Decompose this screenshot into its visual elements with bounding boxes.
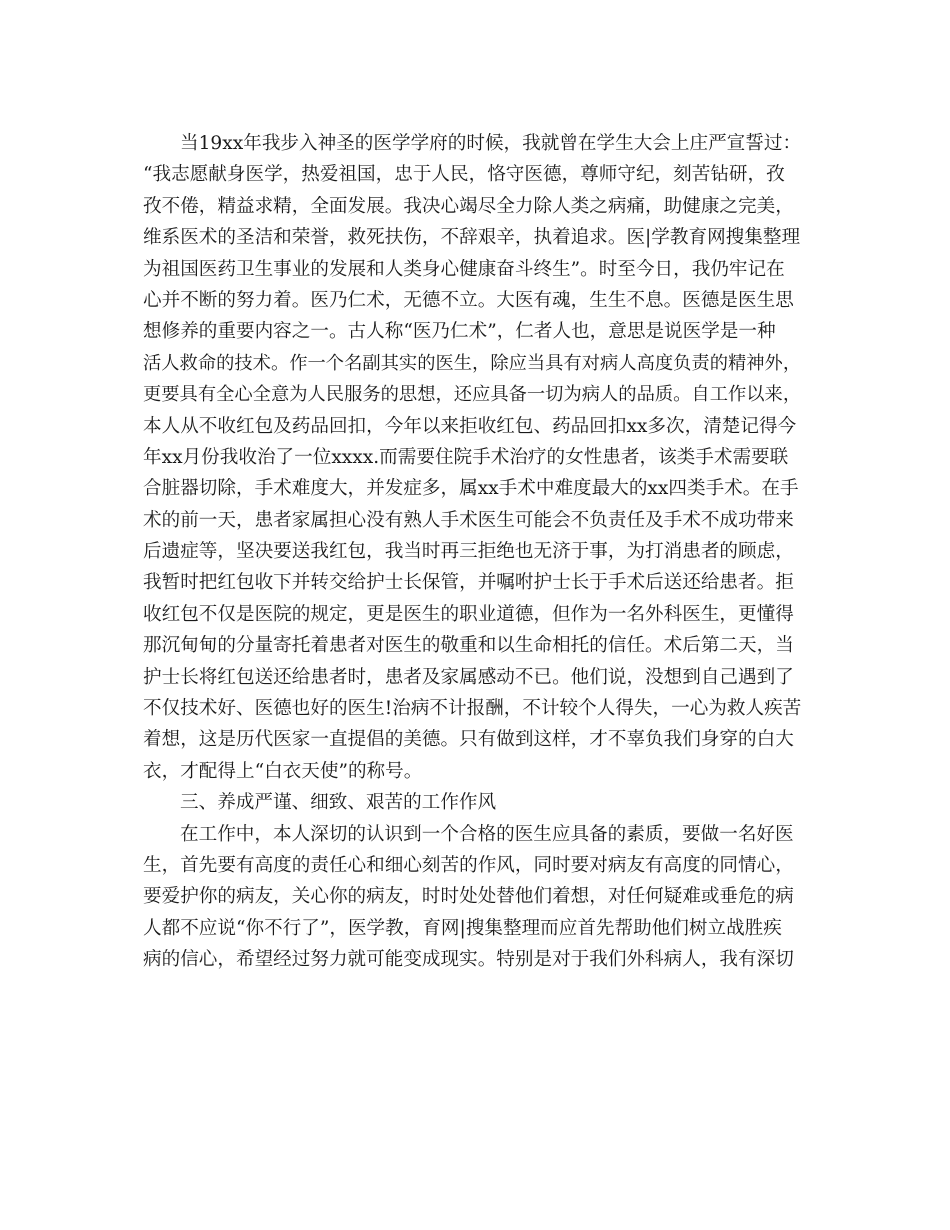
text-line: 护士长将红包送还给患者时，患者及家属感动不已。他们说，没想到自己遇到了	[143, 666, 794, 688]
text-line: 合脏器切除，手术难度大，并发症多，属xx手术中难度最大的xx四类手术。在手	[143, 478, 799, 500]
text-line: 为祖国医药卫生事业的发展和人类身心健康奋斗终生”。时至今日，我仍牢记在	[143, 258, 785, 280]
text-line: 活人救命的技术。作一个名副其实的医生，除应当具有对病人高度负责的精神外，	[143, 352, 802, 374]
text-line: “我志愿献身医学，热爱祖国，忠于人民，恪守医德，尊师守纪，刻苦钻研，孜	[143, 164, 785, 186]
text-line: 我暂时把红包收下并转交给护士长保管，并嘱咐护士长于手术后送还给患者。拒	[143, 572, 794, 594]
text-line: 那沉甸甸的分量寄托着患者对医生的敬重和以生命相托的信任。术后第二天，当	[143, 635, 794, 657]
text-line: 病的信心，希望经过努力就可能变成现实。特别是对于我们外科病人，我有深切	[143, 949, 794, 971]
text-line: 在工作中，本人深切的认识到一个合格的医生应具备的素质，要做一名好医	[180, 823, 794, 845]
document-body	[143, 128, 807, 976]
text-line: 着想，这是历代医家一直提倡的美德。只有做到这样，才不辜负我们身穿的白大	[143, 729, 794, 751]
text-line: 收红包不仅是医院的规定，更是医生的职业道德，但作为一名外科医生，更懂得	[143, 603, 794, 625]
text-line: 人都不应说“你不行了”，医学教，育网|搜集整理而应首先帮助他们树立战胜疾	[143, 917, 782, 939]
text-line: 想修养的重要内容之一。古人称“医乃仁术”，仁者人也，意思是说医学是一种	[143, 321, 776, 343]
text-line: 后遗症等，坚决要送我红包，我当时再三拒绝也无济于事，为打消患者的顾虑，	[143, 541, 794, 563]
text-line: 衣，才配得上“白衣天使”的称号。	[143, 760, 423, 782]
text-line: 维系医术的圣洁和荣誉，救死扶伤，不辞艰辛，执着追求。医|学教育网搜集整理	[143, 227, 801, 249]
text-line: 孜不倦，精益求精，全面发展。我决心竭尽全力除人类之病痛，助健康之完美，	[143, 195, 794, 217]
text-line: 要爱护你的病友，关心你的病友，时时处处替他们着想，对任何疑难或垂危的病	[143, 886, 794, 908]
text-line: 不仅技术好、医德也好的医生!治病不计报酬，不计较个人得失，一心为救人疾苦	[143, 698, 802, 720]
text-line: 心并不断的努力着。医乃仁术，无德不立。大医有魂，生生不息。医德是医生思	[143, 289, 794, 311]
text-line: 本人从不收红包及药品回扣，今年以来拒收红包、药品回扣xx多次，清楚记得今	[143, 415, 797, 437]
text-line: 更要具有全心全意为人民服务的思想，还应具备一切为病人的品质。自工作以来，	[143, 384, 802, 406]
text-line: 年xx月份我收治了一位xxxx.而需要住院手术治疗的女性患者，该类手术需要联	[143, 446, 789, 468]
text-line: 三、养成严谨、细致、艰苦的工作作风	[180, 792, 497, 814]
text-line: 术的前一天，患者家属担心没有熟人手术医生可能会不负责任及手术不成功带来	[143, 509, 794, 531]
text-line: 当19xx年我步入神圣的医学学府的时候，我就曾在学生大会上庄严宣誓过：	[180, 133, 802, 154]
text-line: 生，首先要有高度的责任心和细心刻苦的作风，同时要对病友有高度的同情心，	[143, 854, 794, 876]
